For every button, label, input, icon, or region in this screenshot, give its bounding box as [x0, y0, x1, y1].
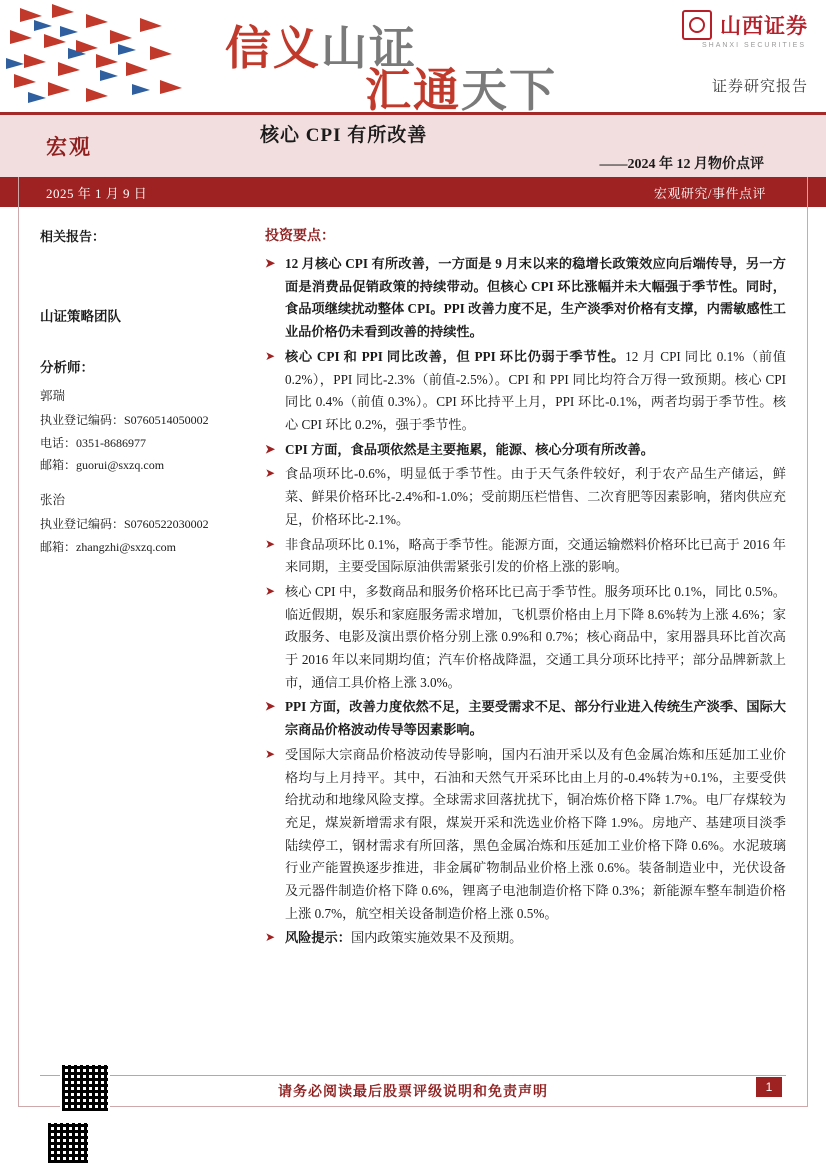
paragraph	[265, 744, 786, 926]
paragraph	[265, 439, 786, 462]
banner-title-line1-grey: 山证	[321, 21, 417, 75]
bullet-arrow-icon: ➤	[265, 746, 276, 761]
analyst-license: 执业登记编码：S0760514050002	[40, 412, 209, 427]
paragraph-text: 12 月核心 CPI 有所改善，一方面是 9 月末以来的稳增长政策效应向后端传导，另一方面是消费品促销政策的持续带动。但核心 CPI 环比涨幅并未大幅强于季节性。同时，食品项继续扰动整体 CPI。PPI 改善力度不足，生产淡季对价格有支撑，内需敏感性工业品价格仍未看到改善的持续性。	[285, 256, 786, 340]
page-number: 1	[756, 1077, 782, 1097]
paragraph	[265, 463, 786, 531]
paragraph-lead: 核心 CPI 和 PPI 同比改善，但 PPI 环比仍弱于季节性。	[285, 348, 626, 364]
analyst-email[interactable]: 邮箱：guorui@sxzq.com	[40, 458, 165, 473]
meta-bar	[0, 177, 826, 207]
paragraph-lead: 风险提示：	[285, 930, 351, 946]
banner-title-line1-red: 信义	[225, 21, 321, 75]
analyst-entry	[40, 385, 243, 477]
company-name-en: SHANXI SECURITIES	[701, 42, 806, 49]
analyst-name: 张治	[40, 493, 66, 508]
bullet-arrow-icon: ➤	[265, 583, 276, 598]
report-kind-label: 证券研究报告	[711, 79, 808, 95]
related-reports-label: 相关报告：	[40, 229, 106, 244]
page-title: 核心 CPI 有所改善	[260, 124, 428, 146]
main-content	[255, 225, 786, 1087]
paragraph-text: 12 月 CPI 同比 0.1%（前值 0.2%），PPI 同比-2.3%（前值-2.5%）。CPI 和 PPI 同比均符合万得一致预期。核心 CPI 同比 0.4%（前值 0.3%）。CPI 环比持平上月，PPI 环比-0.1%，两者均弱于季节性。核心 CPI 环比 0.2%，强于季节性。	[285, 348, 786, 432]
bullet-arrow-icon: ➤	[265, 699, 276, 714]
footer	[0, 1049, 826, 1169]
paragraph	[265, 253, 786, 344]
analyst-license: 执业登记编码：S0760522030002	[40, 516, 209, 531]
disclaimer-text: 请务必阅读最后股票评级说明和免责声明	[278, 1085, 548, 1100]
banner-title-line2-grey: 天下	[461, 63, 557, 112]
paragraph	[265, 534, 786, 579]
paragraph	[265, 927, 786, 950]
analyst-entry	[40, 489, 243, 558]
paragraph-text: 非食品项环比 0.1%，略高于季节性。能源方面，交通运输燃料价格环比已高于 2016 年来同期，主要受国际原油供需紧张引发的价格上涨的影响。	[285, 536, 786, 575]
brand-block	[682, 10, 808, 96]
paragraph	[265, 696, 786, 741]
qr-code-secondary[interactable]	[48, 1123, 88, 1163]
analyst-name: 郭瑞	[40, 388, 66, 403]
bullet-arrow-icon: ➤	[265, 930, 276, 945]
page-subtitle: ——2024 年 12 月物价点评	[599, 156, 764, 172]
header-banner	[0, 0, 826, 112]
paragraph	[265, 581, 786, 695]
report-category: 宏观研究/事件点评	[653, 185, 766, 201]
sidebar	[40, 225, 255, 1087]
bullet-arrow-icon: ➤	[265, 348, 276, 363]
banner-title-line2-red: 汇通	[365, 63, 461, 112]
publish-date: 2025 年 1 月 9 日	[46, 185, 148, 201]
paragraph	[265, 346, 786, 437]
bullet-arrow-icon: ➤	[265, 441, 276, 456]
bullet-arrow-icon: ➤	[265, 466, 276, 481]
paragraph-text: CPI 方面，食品项依然是主要拖累，能源、核心分项有所改善。	[285, 441, 654, 457]
investment-points-heading: 投资要点：	[265, 229, 335, 244]
paragraph-text: PPI 方面，改善力度依然不足，主要受需求不足、部分行业进入传统生产淡季、国际大宗商品价格波动传导等因素影响。	[285, 699, 786, 738]
team-name: 山证策略团队	[40, 308, 121, 324]
paragraph-text: 受国际大宗商品价格波动传导影响，国内石油开采以及有色金属冶炼和压延加工业价格均与上月持平。其中，石油和天然气开采环比由上月的-0.4%转为+0.1%，主要受供给扰动和地缘风险支撑。全球需求回落扰扰下，铜冶炼价格下降 1.7%。电厂存煤较为充足，煤炭新增需求有限，煤炭开采和洗选业价格下降 1.9%。房地产、基建项目淡季陆续停工，钢材需求有所回落，黑色金属冶炼和压延加工业价格下降 0.6%。水泥玻璃行业产能置换逐步推进，非金属矿物制品业价格上涨 0.6%。装备制造业中，光伏设备及元器件制造价格下降 0.6%，锂离子电池制造价格下降 0.3%；新能源车整车制造价格上涨 0.7%，航空相关设备制造价格上涨 0.5%。	[285, 746, 786, 921]
analyst-phone: 电话：0351-8686977	[40, 435, 146, 450]
banner-title	[215, 12, 685, 112]
company-logo-icon	[682, 10, 712, 40]
bullet-arrow-icon: ➤	[265, 536, 276, 551]
company-name: 山西证券	[720, 13, 808, 38]
analyst-label: 分析师：	[40, 360, 94, 376]
title-group	[260, 120, 826, 173]
body	[0, 207, 826, 1087]
footer-divider	[40, 1075, 786, 1076]
sector-label: 宏观	[46, 135, 92, 159]
analyst-email[interactable]: 邮箱：zhangzhi@sxzq.com	[40, 539, 177, 554]
paragraph-text: 国内政策实施效果不及预期。	[350, 930, 523, 946]
bullet-arrow-icon: ➤	[265, 256, 276, 271]
title-band	[0, 112, 826, 177]
paragraph-text: 核心 CPI 中，多数商品和服务价格环比已高于季节性。服务项环比 0.1%，同比 0.5%。临近假期，娱乐和家庭服务需求增加，飞机票价格由上月下降 8.6%转为上涨 4.6%；家政服务、电影及演出票价格分别上涨 0.9%和 0.7%；核心商品中，家用器具环比首次高于 2016 年以来同期均值；汽车价格战降温，交通工具分项环比持平；部分品牌新款上市，通信工具价格上涨 3.0%。	[285, 583, 786, 690]
paragraph-text: 食品项环比-0.6%，明显低于季节性。由于天气条件较好，利于农产品生产储运，鲜菜、鲜果价格环比-2.4%和-1.0%；受前期压栏惜售、二次育肥等因素影响，猪肉供应充足，价格环比-2.1%。	[285, 466, 786, 527]
